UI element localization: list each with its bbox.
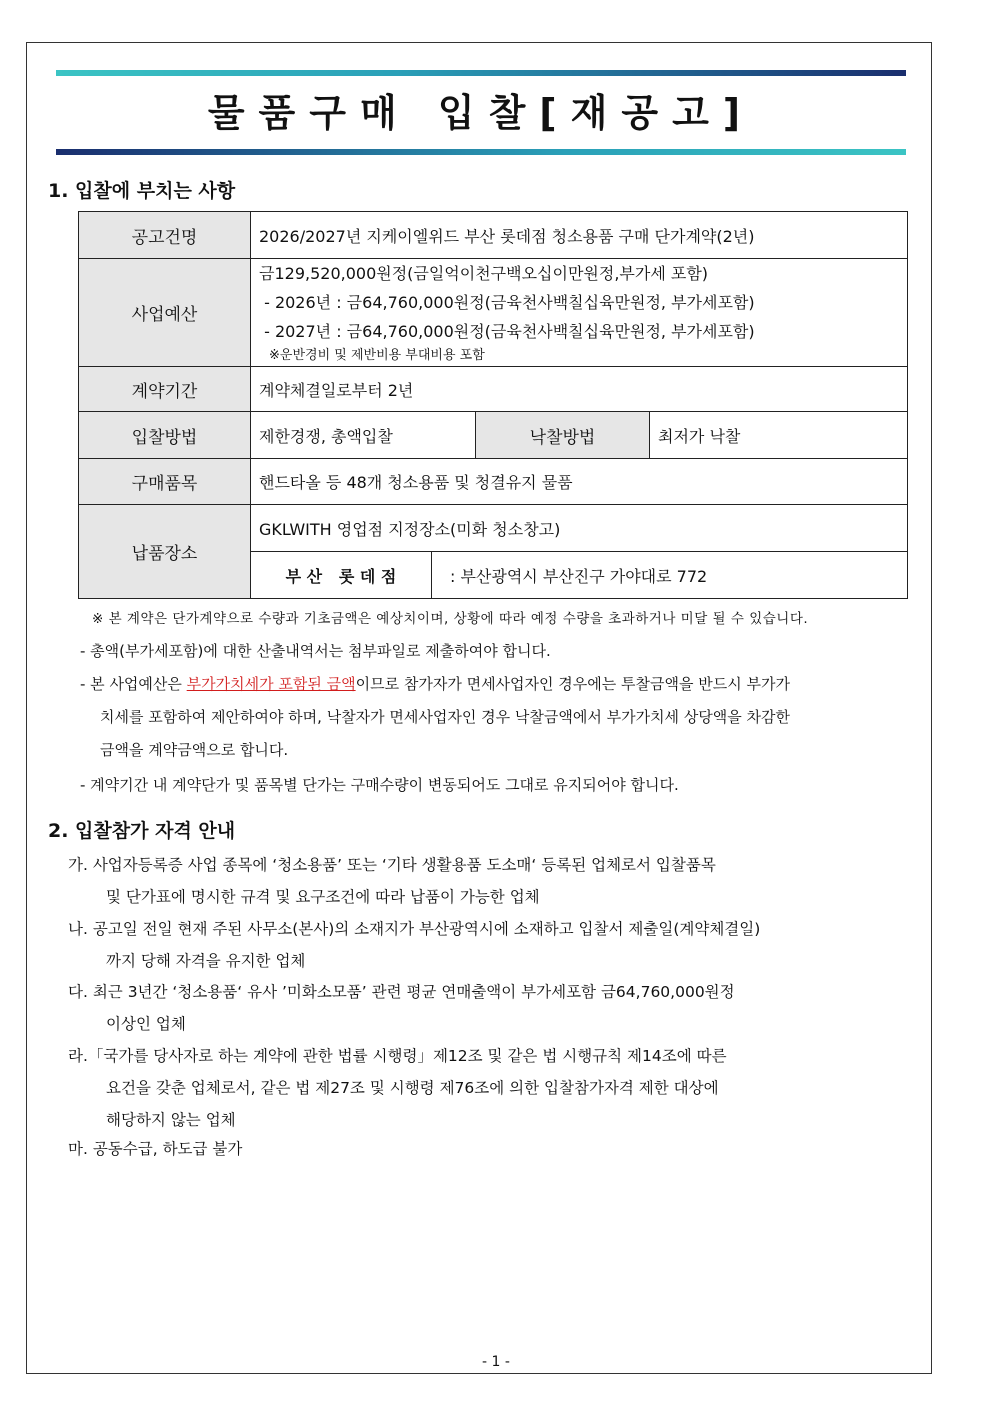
section-2-heading: 2. 입찰참가 자격 안내 (48, 820, 236, 842)
qual-ga-line2: 및 단가표에 명시한 규격 및 요구조건에 따라 납품이 가능한 업체 (106, 888, 540, 906)
value-budget (251, 259, 908, 367)
delivery-sub-row (251, 552, 908, 599)
qual-da (68, 976, 908, 1040)
bid-info-table (78, 211, 908, 599)
qual-ga (68, 849, 908, 913)
value-notice-name: 2026/2027년 지케이엘위드 부산 롯데점 청소용품 구매 단가계약(2년) (251, 212, 908, 259)
note-vat-text: - 본 사업예산은 (80, 675, 187, 693)
label-purchase-items: 구매품목 (79, 459, 251, 505)
label-bid-method: 입찰방법 (79, 412, 251, 459)
note-unit-price: - 계약기간 내 계약단가 및 품목별 단가는 구매수량이 변동되어도 그대로 유지되어야 합니다. (80, 776, 679, 794)
table-row (79, 459, 908, 505)
delivery-branch-address: : 부산광역시 부산진구 가야대로 772 (450, 566, 708, 586)
title-top-bar (56, 70, 906, 76)
section-1-heading: 1. 입찰에 부치는 사항 (48, 180, 236, 202)
document-title: 물품구매 입찰[재공고] (207, 91, 755, 135)
qual-ra-line1: 라.「국가를 당사자로 하는 계약에 관한 법률 시행령」제12조 및 같은 법 시행규칙 제14조에 따른 (68, 1047, 727, 1065)
label-contract-period: 계약기간 (79, 367, 251, 412)
table-row (79, 212, 908, 259)
note-vat-text-2: 이므로 참가자가 면세사업자인 경우에는 투찰금액을 반드시 부가가 (355, 675, 790, 693)
table-row (79, 367, 908, 412)
qual-ra-line2: 요건을 갖춘 업체로서, 같은 법 제27조 및 시행령 제76조에 의한 입찰참가자격 제한 대상에 (106, 1079, 719, 1097)
value-delivery-place: GKLWITH 영업점 지정장소(미화 청소창고) (251, 505, 908, 552)
qual-na-line2: 까지 당해 자격을 유지한 업체 (106, 952, 306, 970)
budget-total: 금129,520,000원정(금일억이천구백오십이만원정,부가세 포함) (259, 264, 709, 283)
page-number: - 1 - (482, 1354, 510, 1370)
label-delivery-place: 납품장소 (79, 505, 251, 599)
qual-ma: 마. 공동수급, 하도급 불가 (68, 1140, 243, 1158)
note-breakdown: - 총액(부가세포함)에 대한 산출내역서는 첨부파일로 제출하여야 합니다. (80, 642, 551, 660)
note-vat-cont-2: 금액을 계약금액으로 합니다. (100, 741, 289, 759)
note-vat-cont: 치세를 포함하여 제안하여야 하며, 낙찰자가 면세사업자인 경우 낙찰금액에서 부가가치세 상당액을 차감한 (100, 708, 791, 726)
qual-ra (68, 1040, 908, 1136)
label-notice-name: 공고건명 (79, 212, 251, 259)
qual-na (68, 913, 908, 977)
table-row (79, 259, 908, 367)
note-vat-highlight: 부가가치세가 포함된 금액 (186, 675, 356, 693)
unit-price-note: ※ 본 계약은 단가계약으로 수량과 기초금액은 예상치이며, 상황에 따라 예정 수량을 초과하거나 미달 될 수 있습니다. (92, 611, 809, 627)
table-row (79, 505, 908, 552)
note-vat (80, 668, 908, 701)
qual-ga-line1: 가. 사업자등록증 사업 종목에 ‘청소용품’ 또는 ‘기타 생활용품 도소매‘ 등록된 업체로서 입찰품목 (68, 856, 716, 874)
delivery-branch-label: 부 산 롯 데 점 (251, 552, 432, 598)
qual-ra-line3: 해당하지 않는 업체 (106, 1111, 236, 1129)
value-bid-method: 제한경쟁, 총액입찰 (251, 412, 476, 459)
label-award-method: 낙찰방법 (476, 412, 650, 459)
value-contract-period: 계약체결일로부터 2년 (251, 367, 908, 412)
value-award-method: 최저가 낙찰 (650, 412, 908, 459)
budget-2026: - 2026년 : 금64,760,000원정(금육천사백칠십육만원정, 부가세포함) (259, 293, 755, 312)
budget-note: ※운반경비 및 제반비용 부대비용 포함 (269, 348, 485, 363)
qual-da-line1: 다. 최근 3년간 ‘청소용품‘ 유사 ’미화소모품’ 관련 평균 연매출액이 부가세포함 금64,760,000원정 (68, 983, 735, 1001)
label-budget: 사업예산 (79, 259, 251, 367)
value-purchase-items: 핸드타올 등 48개 청소용품 및 청결유지 물품 (251, 459, 908, 505)
title-bottom-bar (56, 149, 906, 155)
table-row (79, 412, 908, 459)
budget-2027: - 2027년 : 금64,760,000원정(금육천사백칠십육만원정, 부가세포함) (259, 322, 755, 341)
qual-da-line2: 이상인 업체 (106, 1015, 186, 1033)
qual-na-line1: 나. 공고일 전일 현재 주된 사무소(본사)의 소재지가 부산광역시에 소재하고 입찰서 제출일(계약체결일) (68, 920, 761, 938)
